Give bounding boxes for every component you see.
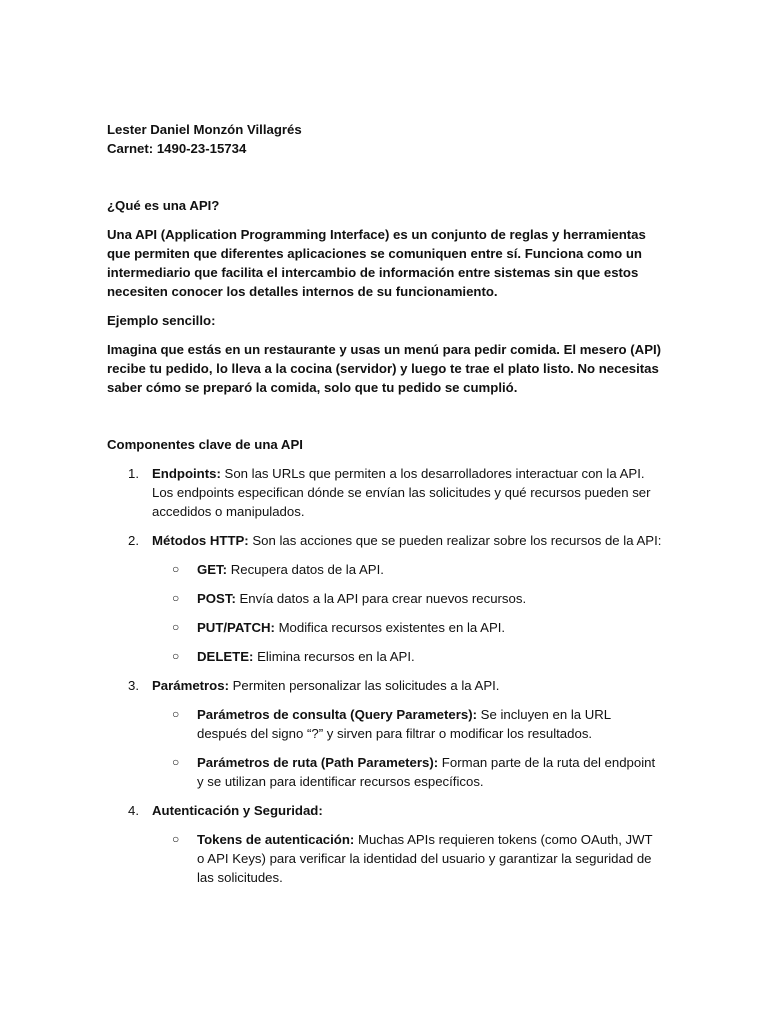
section-heading-components: Componentes clave de una API: [107, 437, 303, 452]
list-item-text: Son las URLs que permiten a los desarrolladores interactuar con la API. Los endpoints especifican dónde se envían las solicitudes y qué recursos pueden ser accedidos o manipulados.: [152, 466, 651, 519]
sublist-item-delete: [152, 647, 662, 666]
circle-bullet-icon: ○: [172, 707, 180, 721]
circle-bullet-icon: ○: [172, 755, 180, 769]
list-number: 2.: [128, 533, 139, 548]
sublist-item-term: Tokens de autenticación:: [197, 832, 355, 847]
sublist-item-auth-tokens: [152, 830, 662, 887]
section-heading-what-is-api: ¿Qué es una API?: [107, 198, 220, 213]
sublist-item-text: Muchas APIs requieren tokens (como OAuth, JWT o API Keys) para verificar la identidad del usuario y garantizar la seguridad de las solicitudes.: [197, 832, 653, 885]
sublist-item-term: Parámetros de consulta (Query Parameters):: [197, 707, 477, 722]
document-content: [107, 120, 662, 897]
list-item-text: Permiten personalizar las solicitudes a la API.: [228, 678, 500, 693]
sublist-item-path-parameters: [152, 753, 662, 791]
sublist-item-text: Elimina recursos en la API.: [253, 649, 415, 664]
author-block: [107, 120, 662, 158]
list-item-endpoints: [107, 464, 662, 521]
list-item-text: Son las acciones que se pueden realizar sobre los recursos de la API:: [248, 533, 662, 548]
sublist-item-text: Se incluyen en la URL después del signo “?” y sirven para filtrar o modificar los resultados.: [197, 707, 611, 741]
sublist-item-term: DELETE:: [197, 649, 254, 664]
components-list: [107, 464, 662, 887]
circle-bullet-icon: ○: [172, 591, 180, 605]
sublist-item-term: PUT/PATCH:: [197, 620, 275, 635]
list-number: 4.: [128, 803, 139, 818]
circle-bullet-icon: ○: [172, 832, 180, 846]
circle-bullet-icon: ○: [172, 562, 180, 576]
authentication-sublist: [152, 830, 662, 887]
list-number: 1.: [128, 466, 139, 481]
sublist-item-term: Parámetros de ruta (Path Parameters):: [197, 755, 439, 770]
sublist-item-query-parameters: [152, 705, 662, 743]
sublist-item-get: [152, 560, 662, 579]
list-number: 3.: [128, 678, 139, 693]
parameters-sublist: [152, 705, 662, 791]
example-heading: Ejemplo sencillo:: [107, 313, 216, 328]
list-item-term: Endpoints:: [152, 466, 221, 481]
sublist-item-term: GET:: [197, 562, 228, 577]
list-item-term: Métodos HTTP:: [152, 533, 249, 548]
circle-bullet-icon: ○: [172, 620, 180, 634]
list-item-term: Autenticación y Seguridad:: [152, 803, 323, 818]
sublist-item-term: POST:: [197, 591, 236, 606]
circle-bullet-icon: ○: [172, 649, 180, 663]
sublist-item-post: [152, 589, 662, 608]
list-item-parameters: [107, 676, 662, 791]
sublist-item-text: Envía datos a la API para crear nuevos recursos.: [235, 591, 527, 606]
http-methods-sublist: [152, 560, 662, 666]
author-name: Lester Daniel Monzón Villagrés: [107, 122, 302, 137]
api-definition-paragraph: Una API (Application Programming Interface) es un conjunto de reglas y herramientas que permiten que diferentes aplicaciones se comuniquen entre sí. Funciona como un intermediario que facilita el intercambio de información entre sistemas sin que estos necesiten conocer los detalles internos de su funcionamiento.: [107, 227, 646, 299]
example-paragraph: Imagina que estás en un restaurante y usas un menú para pedir comida. El mesero (API) recibe tu pedido, lo lleva a la cocina (servidor) y luego te trae el plato listo. No necesitas saber cómo se preparó la comida, solo que tu pedido se cumplió.: [107, 342, 662, 395]
list-item-authentication: [107, 801, 662, 887]
sublist-item-text: Recupera datos de la API.: [227, 562, 384, 577]
carnet-number: Carnet: 1490-23-15734: [107, 141, 247, 156]
list-item-http-methods: [107, 531, 662, 666]
sublist-item-text: Modifica recursos existentes en la API.: [274, 620, 506, 635]
sublist-item-put-patch: [152, 618, 662, 637]
sublist-item-text: Forman parte de la ruta del endpoint y se utilizan para identificar recursos específicos.: [197, 755, 656, 789]
list-item-term: Parámetros:: [152, 678, 229, 693]
